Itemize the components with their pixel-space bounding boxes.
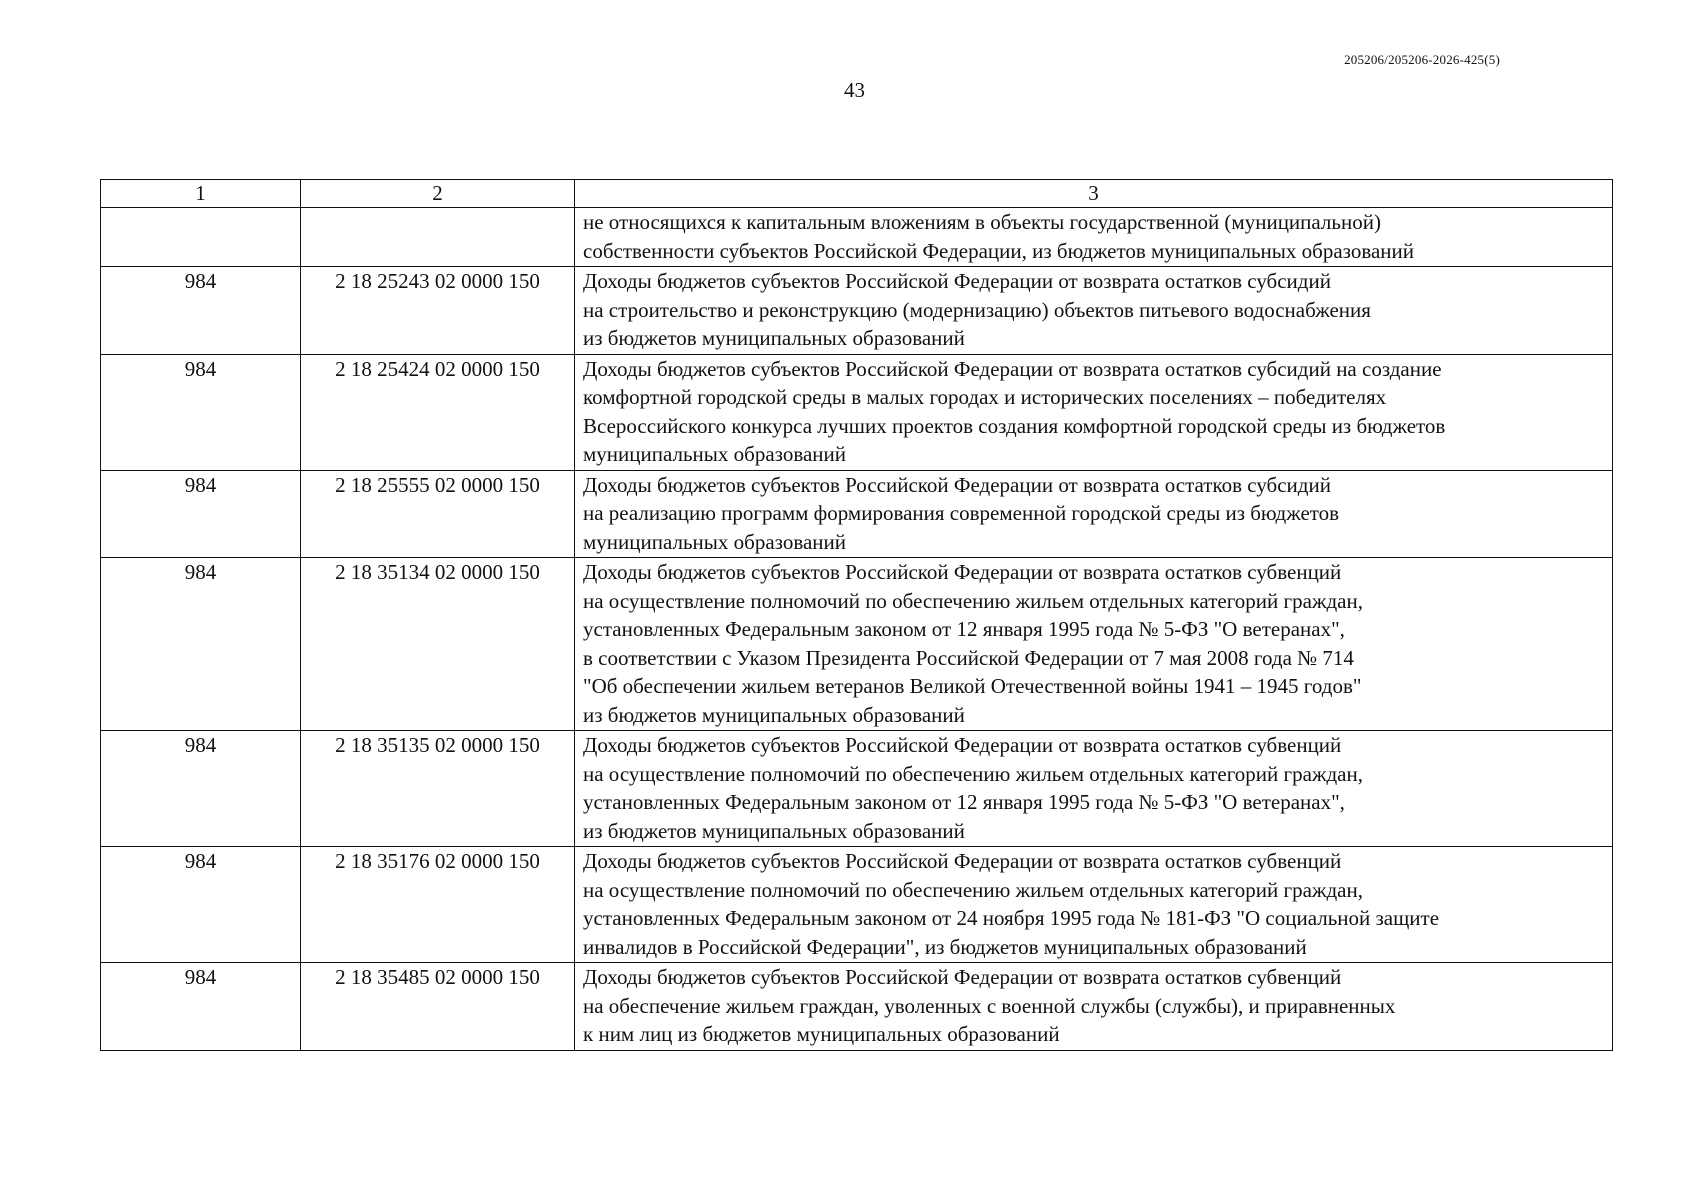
table-row	[101, 558, 1613, 731]
admin-code-cell: 984	[101, 731, 301, 847]
description-line: на осуществление полномочий по обеспечению жильем отдельных категорий граждан,	[583, 877, 1363, 902]
table-row	[101, 963, 1613, 1051]
description-line: из бюджетов муниципальных образований	[583, 818, 965, 843]
admin-code-cell: 984	[101, 267, 301, 355]
description-line: Доходы бюджетов субъектов Российской Федерации от возврата остатков субвенций	[583, 560, 1342, 584]
description-line: из бюджетов муниципальных образований	[583, 702, 965, 727]
description-line: на обеспечение жильем граждан, уволенных с военной службы (службы), и приравненных	[583, 993, 1396, 1018]
description-cell	[575, 208, 1613, 267]
description-cell	[575, 267, 1613, 355]
description-line: на строительство и реконструкцию (модернизацию) объектов питьевого водоснабжения	[583, 297, 1371, 322]
description-line: муниципальных образований	[583, 442, 846, 466]
description-line: "Об обеспечении жильем ветеранов Великой Отечественной войны 1941 – 1945 годов"	[583, 674, 1362, 698]
description-line: Доходы бюджетов субъектов Российской Федерации от возврата остатков субсидий на создание	[583, 356, 1442, 381]
description-line: Всероссийского конкурса лучших проектов создания комфортной городской среды из бюджетов	[583, 413, 1446, 438]
admin-code-cell: 984	[101, 847, 301, 963]
revenue-code-cell: 2 18 25555 02 0000 150	[301, 470, 575, 558]
revenue-code-cell: 2 18 35485 02 0000 150	[301, 963, 575, 1051]
description-line: установленных Федеральным законом от 12 января 1995 года № 5-ФЗ "О ветеранах",	[583, 790, 1345, 814]
description-cell	[575, 354, 1613, 470]
table-row	[101, 470, 1613, 558]
description-line: установленных Федеральным законом от 24 ноября 1995 года № 181-ФЗ "О социальной защите	[583, 906, 1440, 930]
description-cell	[575, 558, 1613, 731]
description-line: из бюджетов муниципальных образований	[583, 326, 965, 350]
table-row	[101, 354, 1613, 470]
document-code: 205206/205206-2026-425(5)	[1344, 52, 1500, 67]
description-line: комфортной городской среды в малых городах и исторических поселениях – победителях	[583, 385, 1387, 409]
description-line: Доходы бюджетов субъектов Российской Федерации от возврата остатков субвенций	[583, 965, 1342, 989]
description-line: Доходы бюджетов субъектов Российской Федерации от возврата остатков субсидий	[583, 472, 1331, 497]
description-line: на реализацию программ формирования современной городской среды из бюджетов	[583, 501, 1340, 525]
description-cell	[575, 847, 1613, 963]
description-line: установленных Федеральным законом от 12 января 1995 года № 5-ФЗ "О ветеранах",	[583, 617, 1345, 641]
description-cell	[575, 963, 1613, 1051]
revenue-code-cell: 2 18 35176 02 0000 150	[301, 847, 575, 963]
description-cell	[575, 731, 1613, 847]
revenue-code-cell: 2 18 25424 02 0000 150	[301, 354, 575, 470]
description-line: в соответствии с Указом Президента Российской Федерации от 7 мая 2008 года № 714	[583, 645, 1354, 670]
table-row	[101, 267, 1613, 355]
page-number: 43	[844, 78, 865, 102]
column-header-1: 1	[101, 180, 301, 208]
table-header-row	[101, 180, 1613, 208]
description-line: инвалидов в Российской Федерации", из бюджетов муниципальных образований	[583, 934, 1307, 959]
column-header-2: 2	[301, 180, 575, 208]
description-line: на осуществление полномочий по обеспечению жильем отдельных категорий граждан,	[583, 761, 1363, 786]
description-line: Доходы бюджетов субъектов Российской Федерации от возврата остатков субвенций	[583, 733, 1342, 757]
admin-code-cell	[101, 208, 301, 267]
table-row	[101, 731, 1613, 847]
description-cell	[575, 470, 1613, 558]
description-line: Доходы бюджетов субъектов Российской Федерации от возврата остатков субвенций	[583, 849, 1342, 873]
table-body	[101, 208, 1613, 1051]
description-line: Доходы бюджетов субъектов Российской Федерации от возврата остатков субсидий	[583, 269, 1331, 293]
description-line: не относящихся к капитальным вложениям в объекты государственной (муниципальной)	[583, 210, 1381, 234]
description-line: собственности субъектов Российской Федерации, из бюджетов муниципальных образований	[583, 238, 1415, 263]
revenue-code-cell	[301, 208, 575, 267]
column-header-3: 3	[575, 180, 1613, 208]
admin-code-cell: 984	[101, 354, 301, 470]
table-row	[101, 208, 1613, 267]
admin-code-cell: 984	[101, 558, 301, 731]
admin-code-cell: 984	[101, 470, 301, 558]
revenue-code-cell: 2 18 25243 02 0000 150	[301, 267, 575, 355]
table-row	[101, 847, 1613, 963]
admin-code-cell: 984	[101, 963, 301, 1051]
revenue-code-cell: 2 18 35135 02 0000 150	[301, 731, 575, 847]
description-line: на осуществление полномочий по обеспечению жильем отдельных категорий граждан,	[583, 588, 1363, 613]
revenue-code-cell: 2 18 35134 02 0000 150	[301, 558, 575, 731]
revenue-codes-table	[100, 179, 1613, 1051]
description-line: муниципальных образований	[583, 529, 846, 554]
description-line: к ним лиц из бюджетов муниципальных образований	[583, 1022, 1060, 1046]
